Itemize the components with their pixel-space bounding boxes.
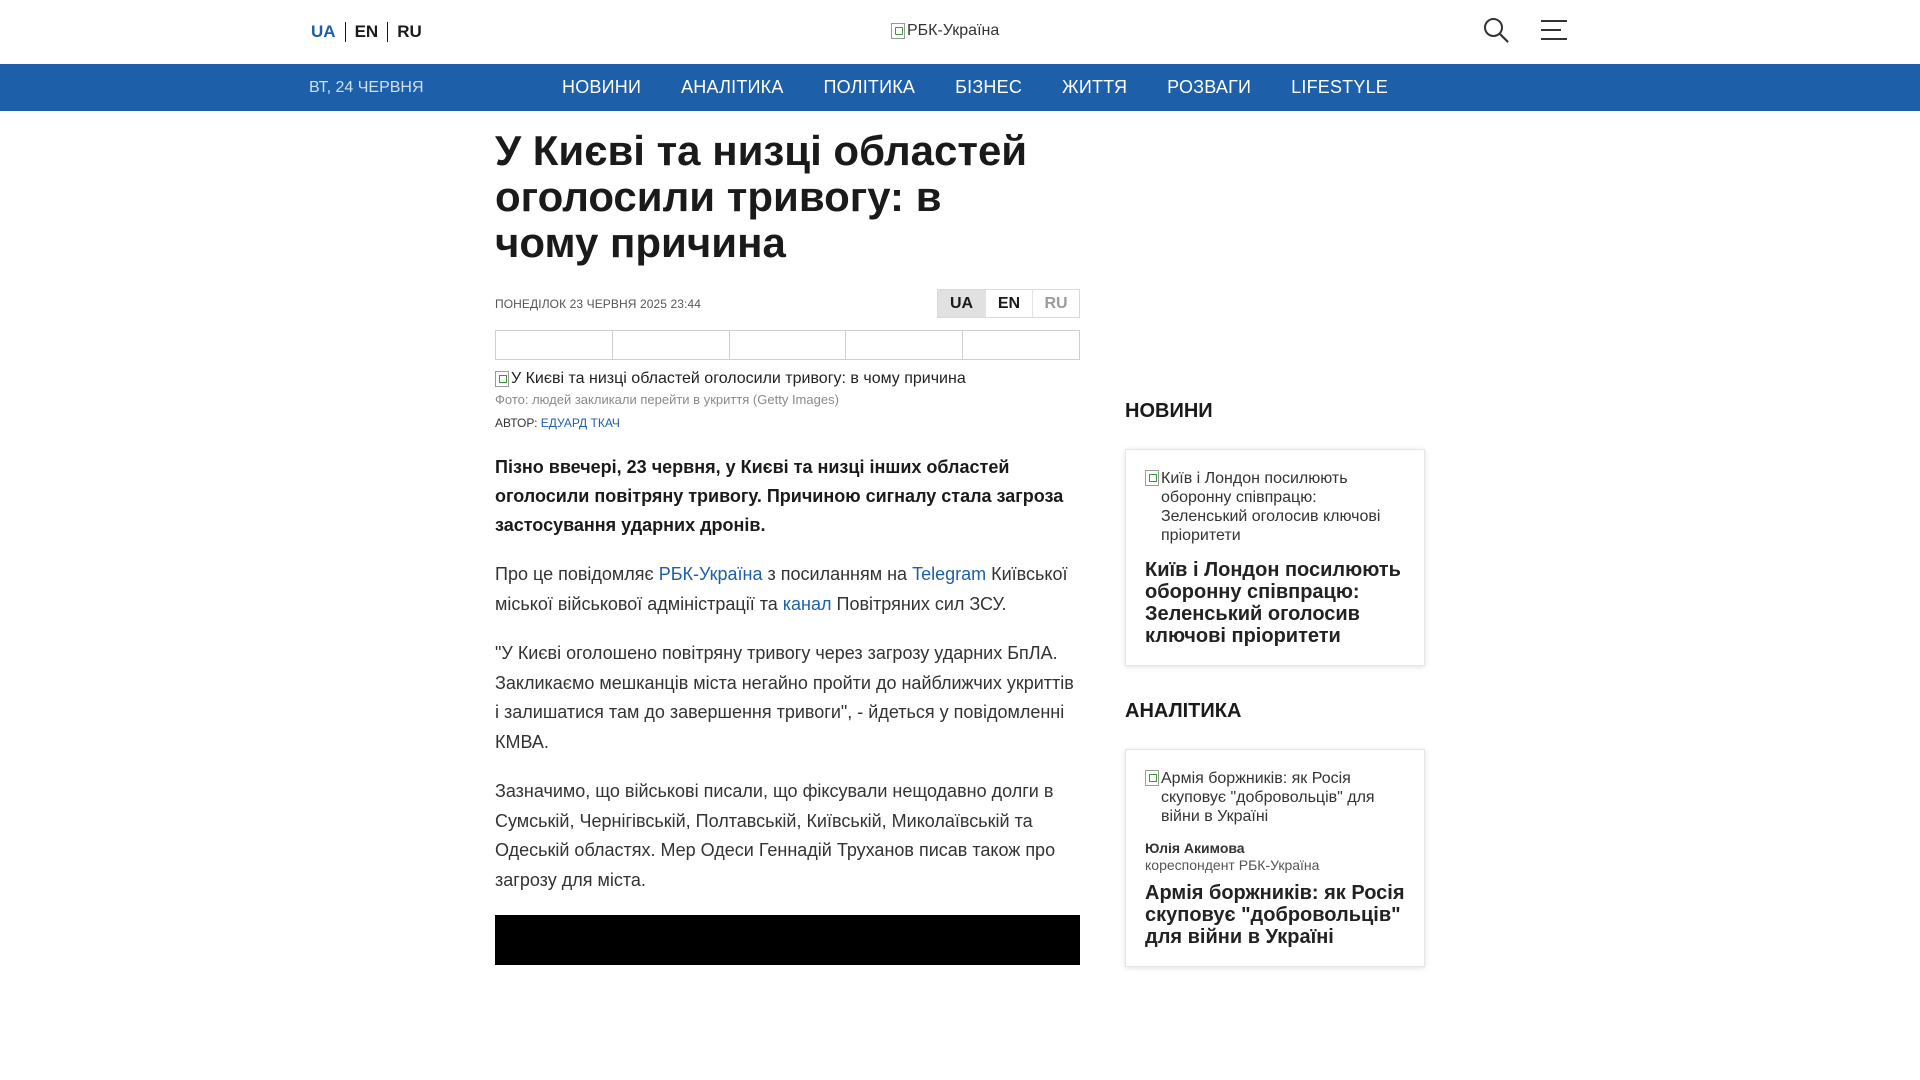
card-headline[interactable]: Київ і Лондон посилюють оборонну співпрацю: Зеленський оголосив ключові пріоритети <box>1145 559 1401 647</box>
card-image <box>1145 469 1405 545</box>
broken-image-icon <box>891 23 905 39</box>
nav-item-entertainment[interactable]: РОЗВАГИ <box>1167 77 1252 97</box>
nav-item-lifestyle[interactable]: LIFESTYLE <box>1291 77 1388 97</box>
site-logo[interactable] <box>891 22 999 40</box>
article-language-switcher <box>937 289 1080 318</box>
top-header <box>0 0 1920 64</box>
current-date: ВТ, 24 ЧЕРВНЯ <box>309 79 424 96</box>
card-author-role: кореспондент РБК-Україна <box>1145 857 1320 873</box>
share-buttons <box>495 330 1080 360</box>
article-paragraph: Зазначимо, що військові писали, що фіксували нещодавно долги в Сумській, Чернігівській, Полтавській, Київській, Миколаївській та Одеській областях. Мер Одеси Геннадій Труханов писав також про загрозу для міста. <box>495 781 1056 890</box>
lang-ua-link[interactable]: UA <box>311 22 336 41</box>
article-lang-ua[interactable]: UA <box>938 290 985 317</box>
share-button[interactable] <box>962 331 1079 359</box>
news-card[interactable] <box>1125 449 1425 666</box>
lang-ru-link[interactable]: RU <box>397 22 422 41</box>
nav-item-business[interactable]: БІЗНЕС <box>955 77 1023 97</box>
share-button[interactable] <box>496 331 612 359</box>
broken-image-icon <box>1145 470 1159 486</box>
article-author <box>495 416 1080 430</box>
analytics-card[interactable] <box>1125 749 1425 967</box>
hamburger-menu-icon[interactable] <box>1540 18 1568 42</box>
share-button[interactable] <box>612 331 729 359</box>
video-embed[interactable] <box>495 915 1080 965</box>
article-paragraph: "У Києві оголошено повітряну тривогу через загрозу ударних БпЛА. Закликаємо мешканців міста негайно пройти до найближчих укриттів і залишатися там до завершення тривоги", - йдеться у повідомленні КМВА. <box>495 643 1074 752</box>
broken-image-icon <box>495 371 509 387</box>
share-button[interactable] <box>845 331 962 359</box>
section-title-analytics[interactable]: АНАЛІТИКА <box>1125 700 1242 722</box>
text: Повітряних сил ЗСУ. <box>831 593 1007 614</box>
search-icon[interactable] <box>1482 16 1510 44</box>
author-link[interactable]: ЕДУАРД ТКАЧ <box>540 416 620 430</box>
author-label: АВТОР: <box>495 416 541 430</box>
article-title: У Києві та низці областей оголосили тривогу: в чому причина <box>495 127 1028 266</box>
main-navigation <box>0 64 1920 111</box>
article-meta <box>495 289 1080 319</box>
card-author-name: Юлія Акимова <box>1145 840 1245 856</box>
nav-menu <box>562 77 1428 98</box>
rbc-link[interactable]: РБК-Україна <box>658 564 763 584</box>
article <box>495 128 1080 965</box>
photo-caption: Фото: людей закликали перейти в укриття (Getty Images) <box>495 392 839 407</box>
article-photo <box>495 370 1080 388</box>
article-lead: Пізно ввечері, 23 червня, у Києві та низці інших областей оголосили повітряну тривогу. Причиною сигналу стала загроза застосування ударних дронів. <box>495 457 1064 535</box>
text: з посиланням на <box>762 564 913 584</box>
telegram-link[interactable]: Telegram <box>912 564 987 584</box>
card-image-alt: Армія боржників: як Росія скуповує "добровольців" для війни в Україні <box>1161 770 1375 825</box>
nav-item-life[interactable]: ЖИТТЯ <box>1062 77 1128 97</box>
nav-item-analytics[interactable]: АНАЛІТИКА <box>681 77 784 97</box>
card-image-alt: Київ і Лондон посилюють оборонну співпрацю: Зеленський оголосив ключові пріоритети <box>1161 470 1381 544</box>
logo-alt-text: РБК-Україна <box>907 22 1000 39</box>
article-paragraph <box>495 560 1080 619</box>
channel-link[interactable]: канал <box>782 593 832 614</box>
sidebar <box>1125 400 1425 967</box>
section-title-news[interactable]: НОВИНИ <box>1125 400 1213 422</box>
card-image <box>1145 769 1405 826</box>
article-lang-ru[interactable]: RU <box>1032 290 1079 317</box>
language-switcher-top <box>311 22 431 42</box>
nav-item-politics[interactable]: ПОЛІТИКА <box>823 77 916 97</box>
card-headline[interactable]: Армія боржників: як Росія скуповує "добровольців" для війни в Україні <box>1145 882 1405 948</box>
lang-en-link[interactable]: EN <box>354 22 379 41</box>
photo-alt-text: У Києві та низці областей оголосили тривогу: в чому причина <box>511 370 966 387</box>
broken-image-icon <box>1145 770 1159 786</box>
article-lang-en[interactable]: EN <box>985 290 1032 317</box>
nav-item-news[interactable]: НОВИНИ <box>562 77 642 97</box>
share-button[interactable] <box>729 331 846 359</box>
publish-date: ПОНЕДІЛОК 23 ЧЕРВНЯ 2025 23:44 <box>495 297 702 311</box>
text: Про це повідомляє <box>495 564 659 584</box>
text: Київської міської військової адміністрації та <box>495 564 1068 614</box>
